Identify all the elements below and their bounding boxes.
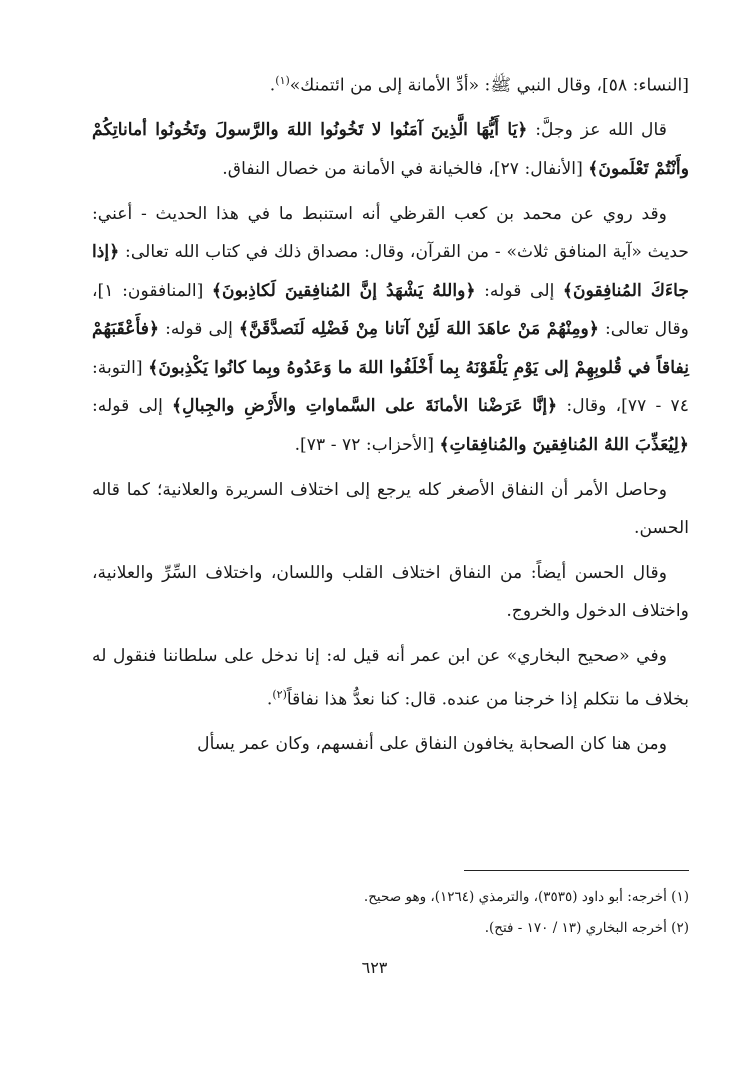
text-segment: ومن هنا كان الصحابة يخافون النفاق على أنفسهم، وكان عمر يسأل [197, 733, 667, 754]
text-segment: وقد روي عن محمد بن كعب القرظي أنه استنبط ما في هذا الحديث - أعني: حديث «آية المنافق ثلاث» - من القرآن، وقال: مصداق ذلك في كتاب الله تعالى: [92, 203, 689, 263]
page-number: ٦٢٣ [361, 958, 388, 977]
paragraph [92, 111, 689, 188]
text-segment: [النساء: ٥٨]، وقال النبي ﷺ: «أدِّ الأمانة إلى من ائتمنك» [289, 75, 689, 96]
paragraph [92, 637, 689, 719]
quran-verse: ﴿إذا جاءَكَ المُنافِقونَ﴾ [92, 242, 689, 301]
quran-verse: ﴿يَا أَيُّهَا الَّذِينَ آمَنُوا لا تَخُونُوا اللهَ والرَّسولَ وتَخُونُوا أماناتِكُمْ وأَنْتُمْ تَعْلَمونَ﴾ [92, 120, 689, 179]
text-segment: إلى قوله: [159, 319, 239, 340]
paragraph [92, 725, 689, 764]
quran-verse: ﴿فأَعْقَبَهُمْ نِفاقاً في قُلوبِهِمْ إلى يَوْمِ يَلْقَوْنَهُ بِما أَخْلَفُوا اللهَ ما وَعَدُوهُ وبِما كانُوا يَكْذِبونَ﴾ [92, 319, 689, 378]
paragraph [92, 471, 689, 548]
paragraph [92, 195, 689, 465]
text-segment: وحاصل الأمر أن النفاق الأصغر كله يرجع إلى اختلاف السريرة والعلانية؛ كما قاله الحسن. [92, 479, 689, 539]
footnote-marker[interactable]: (١) [275, 74, 290, 87]
text-segment: إلى قوله: [475, 280, 563, 301]
text-segment: [الأحزاب: ٧٢ - ٧٣]. [294, 435, 440, 456]
footnote-separator [464, 870, 689, 871]
paragraph [92, 62, 689, 105]
text-segment: وقال الحسن أيضاً: من النفاق اختلاف القلب واللسان، واختلاف السِّرِّ والعلانية، واختلاف الدخول والخروج. [92, 562, 689, 622]
footnote-1: (١) أخرجه: أبو داود (٣٥٣٥)، والترمذي (١٢٦٤)، وهو صحيح. [363, 889, 689, 905]
quran-verse: ﴿لِيُعَذِّبَ اللهُ المُنافِقينَ والمُنافِقاتِ﴾ [439, 435, 689, 456]
text-segment: . [269, 75, 276, 96]
text-segment: [الأنفال: ٢٧]، فالخيانة في الأمانة من خصال النفاق. [222, 158, 589, 179]
body-text [92, 62, 689, 764]
text-segment: [التوبة: ٧٤ - ٧٧]، وقال: [92, 357, 689, 417]
text-segment: [المنافقون: ١]، وقال تعالى: [92, 280, 689, 340]
quran-verse: ﴿ومِنْهُمْ مَنْ عاهَدَ اللهَ لَئِنْ آتانا مِنْ فَضْلِه لَنَصدَّقَنَّ﴾ [238, 319, 599, 340]
text-segment: وفي «صحيح البخاري» عن ابن عمر أنه قيل له: إنا ندخل على سلطاننا فنقول له بخلاف ما نتكلم إذا خرجنا من عنده. قال: كنا نعدُّ هذا نفاقاً [92, 646, 689, 710]
text-segment: إلى قوله: [92, 396, 173, 417]
quran-verse: ﴿واللهُ يَشْهَدُ إنَّ المُنافِقينَ لَكاذِبونَ﴾ [211, 280, 476, 301]
footnote-2: (٢) أخرجه البخاري (١٣ / ١٧٠ - فتح). [484, 920, 689, 936]
text-segment: قال الله عز وجلَّ: [527, 120, 667, 141]
quran-verse: ﴿إنَّا عَرَضْنا الأمانَةَ على السَّماواتِ والأَرْضِ والجِبالِ﴾ [172, 396, 558, 417]
paragraph [92, 554, 689, 631]
footnote-marker[interactable]: (٢) [272, 687, 287, 701]
text-segment: . [266, 689, 273, 710]
